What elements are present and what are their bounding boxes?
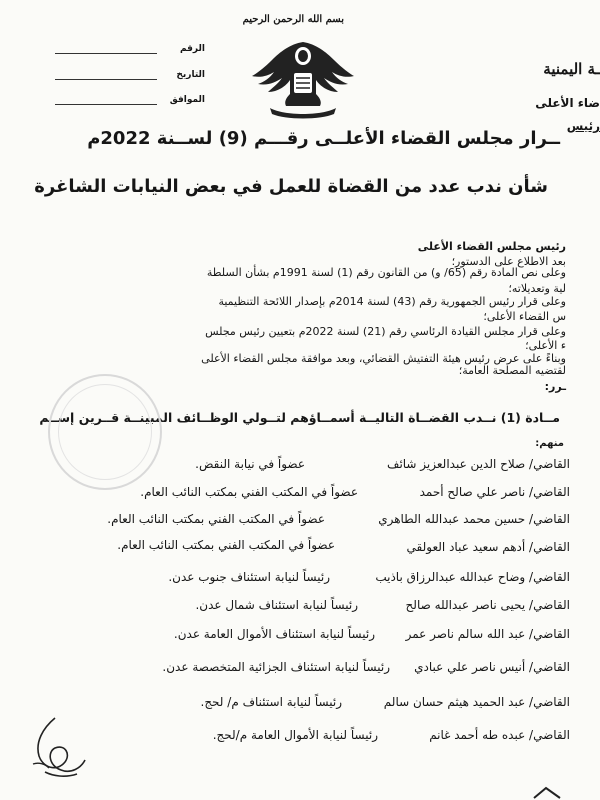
- judge-name: القاضي/ أنيس ناصر علي عبادي: [414, 660, 570, 674]
- preamble-line: وعلى قرار مجلس القيادة الرئاسي رقم (21) لسنة 2022م بتعيين رئيس مجلس: [205, 325, 566, 338]
- field-number-label: الرقم: [179, 44, 205, 54]
- preamble-line: وبناءً على عرض رئيس هيئة التفتيش القضائي، وبعد موافقة مجلس القضاء الأعلى: [201, 352, 566, 365]
- field-number: [55, 44, 205, 58]
- judge-row: [30, 598, 570, 620]
- decides-label: ـرر:: [544, 380, 566, 393]
- judge-row: [30, 512, 570, 534]
- judge-role: عضواً في نيابة النقض.: [195, 457, 305, 471]
- judge-row: [30, 627, 570, 649]
- judge-name: القاضي/ ناصر علي صالح أحمد: [419, 485, 570, 499]
- judge-row: [30, 570, 570, 592]
- basmala-calligraphy: بسم الله الرحمن الرحيم: [242, 14, 344, 25]
- org-name-line3: رئيس: [566, 119, 600, 133]
- field-date-label: التاريخ: [176, 70, 205, 80]
- judge-role: عضواً في المكتب الفني بمكتب النائب العام.: [140, 485, 358, 499]
- article-1-cont: منهم:: [535, 438, 564, 449]
- preamble-line: وعلى نص المادة رقم (65/ و) من القانون رقم (1) لسنة 1991م بشأن السلطة: [206, 266, 566, 279]
- preamble-line: بعد الاطلاع على الدستور؛: [451, 255, 566, 268]
- field-number-line: [55, 53, 157, 54]
- preamble-line: وعلى قرار رئيس الجمهورية رقم (43) لسنة 2014م بإصدار اللائحة التنظيمية: [218, 295, 566, 308]
- judge-row: [30, 728, 570, 750]
- judge-role: رئيساً لنيابة الأموال العامة م/لحج.: [212, 728, 378, 742]
- judge-role: عضواً في المكتب الفني بمكتب النائب العام.: [117, 538, 335, 552]
- judge-name: القاضي/ عبده طه أحمد غانم: [429, 728, 570, 742]
- field-corresponding: [55, 95, 205, 109]
- preamble-line: س القضاء الأعلى؛: [483, 310, 566, 323]
- judge-role: رئيساً لنيابة استئناف جنوب عدن.: [168, 570, 330, 584]
- judge-name: القاضي/ وضاح عبدالله عبدالرزاق باذيب: [375, 570, 570, 584]
- judge-name: القاضي/ أدهم سعيد عباد العولقي: [406, 540, 570, 554]
- field-corresponding-line: [55, 104, 157, 105]
- field-corresponding-label: الموافق: [169, 95, 205, 105]
- judge-name: القاضي/ حسين محمد عبدالله الطاهري: [378, 512, 570, 526]
- faint-stamp-icon: [48, 374, 162, 490]
- judge-name: القاضي/ عبد الله سالم ناصر عمر: [405, 627, 570, 641]
- signature-icon: [25, 712, 95, 782]
- preamble-line: لقتضيه المصلحة العامة؛: [458, 364, 566, 377]
- judge-name: القاضي/ يحيى ناصر عبدالله صالح: [405, 598, 570, 612]
- field-date: [55, 70, 205, 84]
- judge-row: [30, 540, 570, 562]
- preamble-line: ء الأعلى؛: [525, 339, 566, 352]
- org-name-line2: ضاء الأعلى: [535, 96, 600, 110]
- eagle-emblem-icon: [250, 38, 356, 120]
- judge-name: القاضي/ عبد الحميد هيثم حسان سالم: [383, 695, 570, 709]
- judge-role: رئيساً لنيابة استئناف الجزائية المتخصصة عدن.: [162, 660, 390, 674]
- org-name-line1: ـة اليمنية: [543, 60, 600, 78]
- judge-row: [30, 695, 570, 717]
- field-date-line: [55, 79, 157, 80]
- judge-role: عضواً في المكتب الفني بمكتب النائب العام.: [107, 512, 325, 526]
- article-1: مــادة (1) نــدب القضــاة التاليــة أسمــاؤهم لتــولي الوظــائف المبينــة قــرين إســم: [39, 410, 560, 425]
- judge-role: رئيساً لنيابة استئناف الأموال العامة عدن.: [173, 627, 375, 641]
- judge-name: القاضي/ صلاح الدين عبدالعزيز شائف: [387, 457, 570, 471]
- decree-subtitle: شأن ندب عدد من القضاة للعمل في بعض النيابات الشاغرة: [34, 176, 548, 197]
- page-edge-mark-icon: [532, 786, 562, 800]
- judge-role: رئيساً لنيابة استئناف شمال عدن.: [195, 598, 358, 612]
- issuer-line: رئيس مجلس القضاء الأعلى: [417, 240, 566, 253]
- decree-title: ــرار مجلس القضاء الأعلــى رقـــم (9) لســنة 2022م: [87, 128, 560, 149]
- preamble-line: لية وتعديلاته؛: [508, 282, 566, 295]
- judge-row: [30, 660, 570, 682]
- judge-role: رئيساً لنيابة استئناف م/ لحج.: [200, 695, 342, 709]
